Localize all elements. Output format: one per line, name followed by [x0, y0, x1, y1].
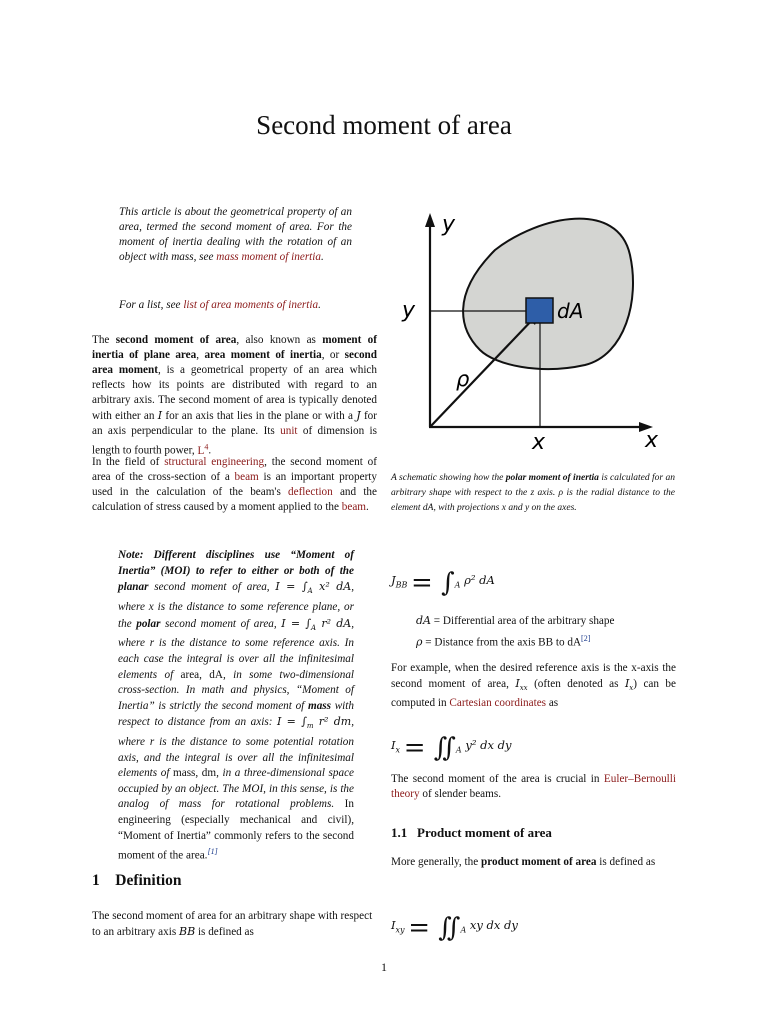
text: , or — [321, 349, 345, 361]
section-heading-product-moment — [391, 825, 552, 841]
definition-paragraph — [92, 909, 378, 940]
eq-lhs: I — [391, 738, 396, 752]
text: , also known as — [236, 334, 323, 346]
text: of slender beams. — [419, 788, 501, 800]
section-title: Definition — [115, 872, 182, 889]
eq-part: r² dm — [313, 715, 352, 729]
note-block — [118, 548, 354, 865]
note-text: area, dA — [180, 668, 223, 681]
dA-label: dA — [557, 299, 584, 323]
hatnote-text: For a list, see — [119, 299, 184, 311]
text: ) can be computed in — [391, 678, 676, 710]
text: . — [366, 501, 369, 513]
note-text: , in some two-dimensional cross-section. In math and physics, “Moment of Inertia” is strictly the second moment of — [118, 668, 355, 712]
bold-term: area moment of inertia — [204, 349, 322, 361]
inline-equation — [277, 715, 352, 731]
link-beam-2[interactable]: beam — [341, 501, 367, 513]
eq-domain: A — [455, 745, 462, 755]
note-text: mass, dm — [173, 767, 217, 780]
note-text: In engineering (especially mechanical and civil), “Moment of Inertia” commonly refers to the second moment of the area. — [118, 798, 354, 862]
hatnote-text: This article is about the geometrical property of an area, termed the second moment of area. For the moment of inertia dealing with the rotation of an object with mass, see — [119, 206, 352, 263]
text: is an important property used in the calculation of the beam's — [92, 471, 377, 498]
math-sub: x — [629, 684, 634, 693]
product-moment-paragraph — [391, 855, 677, 870]
eq-part: I = ∫ — [281, 616, 312, 630]
text: For example, when the desired reference axis is the x-axis the second moment of area, — [391, 662, 676, 690]
link-beam[interactable]: beam — [234, 471, 259, 483]
text: (often denoted as — [527, 678, 625, 690]
link-list-of-area-moments[interactable]: list of area moments of inertia — [183, 299, 319, 311]
link-cartesian-coordinates[interactable]: Cartesian coordinates — [449, 697, 547, 710]
figure-caption — [391, 471, 675, 516]
example-paragraph — [391, 661, 676, 711]
citation-1[interactable]: [1] — [207, 847, 218, 857]
text: for an axis that lies in the plane or with a — [162, 410, 357, 422]
text: is defined as — [195, 926, 254, 938]
note-text: second moment of area, — [160, 617, 282, 630]
note-text: , where r is the distance to some potential rotation axis, and the integral is over all the infinitesimal elements of — [118, 716, 354, 780]
note-text: , in a three-dimensional space occupied by an object. The MOI, in this sense, is the analog of mass for rotational problems. — [118, 767, 355, 811]
eq-lhs-sub: x — [395, 745, 401, 755]
bold-term: moment of inertia of plane area — [92, 334, 377, 361]
eq-domain: A — [460, 925, 467, 935]
link-unit[interactable]: unit — [280, 425, 298, 437]
math-symbol: ρ — [416, 635, 423, 649]
eq-sub: m — [306, 722, 314, 731]
link-L4-text: L — [197, 444, 205, 457]
text: = Distance from the axis BB to dA — [422, 636, 582, 649]
eq-integral: = ∬ — [408, 913, 461, 943]
page-number: 1 — [381, 960, 387, 974]
y-projection-label: y — [402, 298, 416, 323]
x-axis-label: x — [645, 428, 659, 453]
note-text: Note: Different disciplines use “Moment of Inertia” (MOI) to refer to either or both of the — [118, 549, 354, 577]
caption-bold: polar moment of inertia — [505, 473, 599, 483]
text: The — [92, 334, 116, 346]
note-text: second moment of area, — [148, 581, 276, 594]
equation-J-BB — [391, 568, 495, 598]
math-symbol: I — [624, 677, 630, 690]
section-number: 1 — [92, 872, 100, 889]
eq-body: y² dx dy — [465, 738, 512, 752]
bold-term: second moment of area — [115, 334, 237, 346]
bold-term: polar — [136, 617, 161, 630]
math-sub: xx — [519, 684, 528, 693]
bold-term: mass — [308, 699, 332, 712]
structural-paragraph — [92, 455, 377, 515]
eq-part: r² dA — [316, 616, 352, 630]
eq-body: xy dx dy — [469, 918, 518, 932]
inline-equation — [281, 617, 351, 630]
eq-body: ρ² dA — [464, 573, 495, 587]
section-number: 1.1 — [391, 825, 408, 840]
eq-part: I = ∫ — [277, 715, 307, 729]
text: as — [546, 697, 559, 710]
hatnote-end: . — [318, 299, 321, 311]
arbitrary-shape — [463, 219, 633, 369]
note-text: , where x is the distance to some reference plane, or the — [118, 581, 354, 630]
euler-bernoulli-paragraph — [391, 772, 676, 802]
superscript: 4 — [204, 442, 209, 451]
link-euler-bernoulli[interactable]: Euler–Bernoulli theory — [391, 773, 676, 800]
page-title: Second moment of area — [256, 110, 512, 140]
y-axis-arrow — [425, 213, 435, 227]
eq-sub: A — [307, 587, 313, 596]
hatnote-end: . — [321, 251, 324, 263]
definition-dA — [416, 613, 614, 629]
y-axis-label: y — [442, 212, 456, 237]
text: is defined as — [596, 856, 656, 868]
text: The second moment of the area is crucial in — [391, 773, 604, 785]
eq-sub: A — [311, 623, 317, 632]
link-structural-engineering[interactable]: structural engineering — [164, 456, 265, 468]
eq-integral: = ∬ — [403, 733, 456, 763]
section-title: Product moment of area — [417, 825, 552, 840]
rho-label: ρ — [456, 367, 470, 391]
intro-paragraph: The second moment of area, also known as moment of inertia of plane area, area moment of inertia, or second area moment, is a geometrical property of an area which reflects how its points are distributed with regard to an arbitrary axis. The second moment of area is typically denoted with either an I for an axis that lies in the plane or with a J for an axis perpendicular to the plane. Its unit of dimension is length to fourth power, $L^4$. — [92, 334, 377, 457]
x-projection-label: x — [532, 430, 546, 455]
polar-moment-figure — [390, 205, 690, 460]
math-symbol: I — [515, 677, 520, 690]
text: , is a geometrical property of an area which reflects how its points are distributed with regard to an arbitrary axis. The second moment of area is typically denoted with either an — [92, 364, 377, 422]
eq-part: I = ∫ — [275, 580, 308, 594]
math-symbol: I — [157, 409, 163, 422]
caption-text: is calculated for an arbitrary shape with respect to the z axis. ρ is the radial distance to the element dA, with projections x and y on the axes. — [391, 473, 675, 513]
inline-equation — [275, 580, 352, 596]
text: In the field of — [92, 456, 165, 468]
text: More generally, the — [391, 856, 481, 868]
bold-term: product moment of area — [480, 856, 597, 868]
caption-text: A schematic showing how the — [391, 473, 506, 483]
math-symbol: dA — [416, 614, 431, 627]
eq-lhs-sub: xy — [395, 925, 405, 935]
link-mass-moment-of-inertia[interactable]: mass moment of inertia — [216, 251, 321, 263]
text: of dimension is length to fourth power, — [92, 425, 377, 457]
hatnote-mass-moment — [119, 205, 352, 265]
bold-term: planar — [118, 581, 149, 594]
equation-I-xy — [391, 913, 518, 943]
section-heading-definition — [92, 872, 182, 890]
note-text: , where r is the distance to some reference axis. In each case the integral is over all the infinitesimal elements of — [118, 617, 355, 681]
text: The second moment of area for an arbitrary shape with respect to an arbitrary axis — [92, 910, 373, 938]
text: for an axis perpendicular to the plane. Its — [92, 410, 377, 437]
eq-lhs: I — [391, 918, 396, 932]
text: , the second moment of area of the cross-section of a — [92, 456, 378, 483]
hatnote-list — [119, 298, 359, 313]
text: = Differential area of the arbitrary shape — [431, 615, 615, 627]
note-text: with respect to distance from an axis: — [118, 699, 354, 729]
equation-I-x — [391, 733, 511, 763]
text: and the calculation of stress caused by a moment applied to the — [92, 486, 377, 513]
area-element-dA — [526, 298, 553, 323]
bold-term: second area moment — [92, 349, 377, 376]
eq-lhs-sub: BB — [395, 580, 408, 590]
eq-part: x² dA — [312, 580, 352, 594]
math-symbol: J — [356, 409, 361, 422]
link-deflection[interactable]: deflection — [288, 486, 333, 498]
eq-integral: = ∫ — [411, 568, 455, 598]
citation-2[interactable]: [2] — [581, 634, 591, 643]
math-symbol: BB — [178, 925, 196, 938]
definition-rho — [416, 631, 590, 651]
eq-domain: A — [454, 580, 461, 590]
eq-lhs: J — [391, 573, 396, 587]
